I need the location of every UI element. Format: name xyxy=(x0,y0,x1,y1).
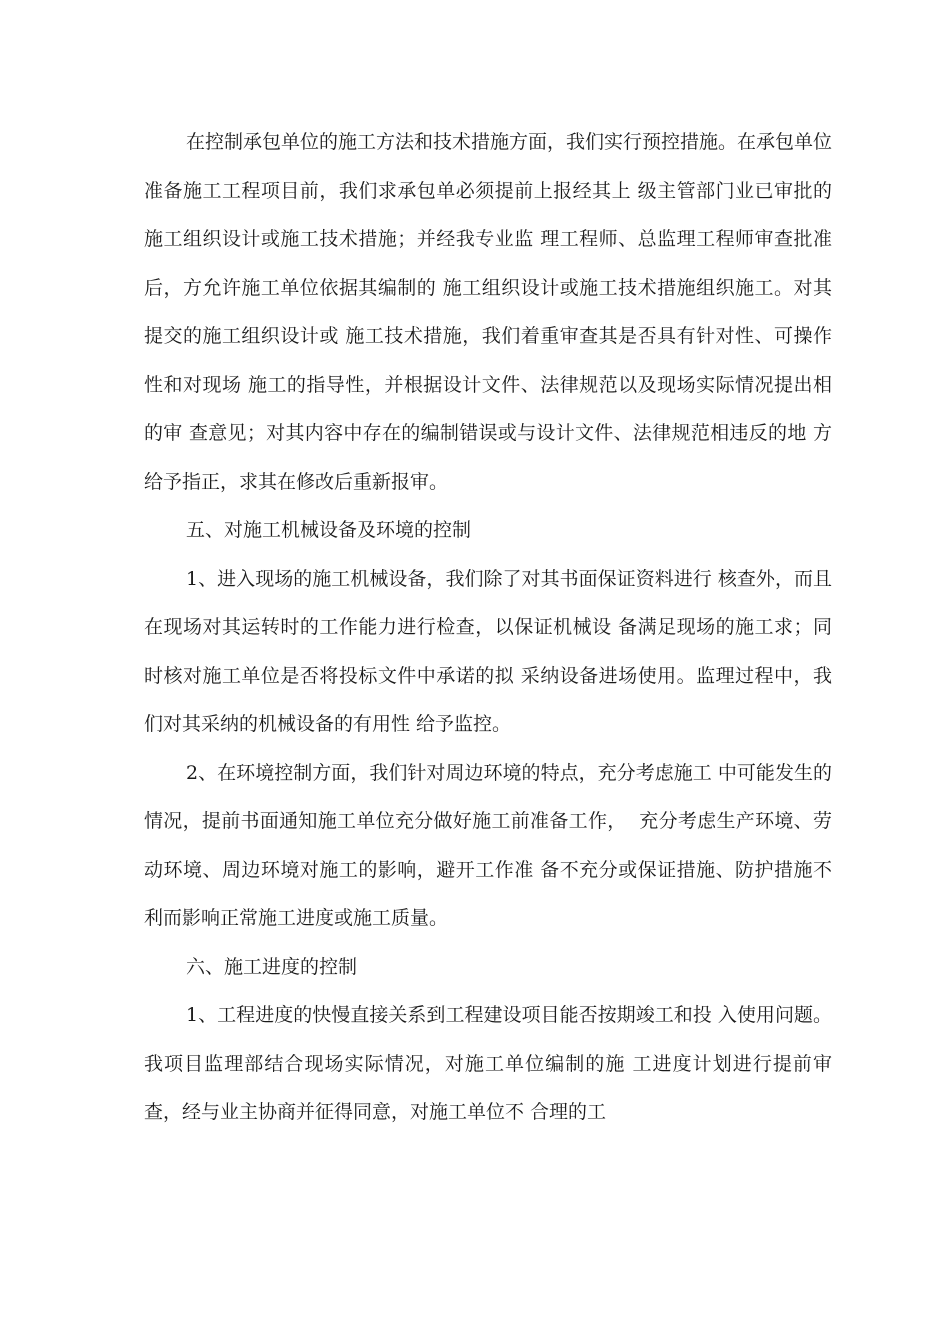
section-heading-schedule-control: 六、施工进度的控制 xyxy=(186,955,358,978)
document-body xyxy=(144,118,832,1137)
section-heading-equipment-environment: 五、对施工机械设备及环境的控制 xyxy=(186,519,472,541)
paragraph-construction-method-control: 在控制承包单位的施工方法和技术措施方面，我们实行预控措施。在承包单位准备施工工程项目前，我们求承包单必须提前上报经其上 级主管部门业已审批的施工组织设计或施工技术措施；并经我专业监 理工程师、总监理工程师审查批准后，方允许施工单位依据其编制的 施工组织设计或施工技术措施组织施工。对其提交的施工组织设计或 施工技术措施，我们着重审查其是否具有针对性、可操作性和对现场 施工的指导性，并根据设计文件、法律规范以及现场实际情况提出相的审 查意见；对其内容中存在的编制错误或与设计文件、法律规范相违反的地 方给予指正，求其在修改后重新报审。 xyxy=(144,131,833,493)
paragraph-schedule-control: 1、工程进度的快慢直接关系到工程建设项目能否按期竣工和投 入使用问题。我项目监理部结合现场实际情况，对施工单位编制的施 工进度计划进行提前审查，经与业主协商并征得同意，对施工单位不 合理的工 xyxy=(144,1004,832,1123)
paragraph-equipment-control: 1、进入现场的施工机械设备，我们除了对其书面保证资料进行 核查外，而且在现场对其运转时的工作能力进行检查，以保证机械设 备满足现场的施工求；同时核对施工单位是否将投标文件中承诺的拟 采纳设备进场使用。监理过程中，我们对其采纳的机械设备的有用性 给予监控。 xyxy=(144,567,832,735)
paragraph-environment-control: 2、在环境控制方面，我们针对周边环境的特点，充分考虑施工 中可能发生的情况，提前书面通知施工单位充分做好施工前准备工作， 充分考虑生产环境、劳动环境、周边环境对施工的影响，避开工作准 备不充分或保证措施、防护措施不利而影响正常施工进度或施工质量。 xyxy=(144,761,832,929)
